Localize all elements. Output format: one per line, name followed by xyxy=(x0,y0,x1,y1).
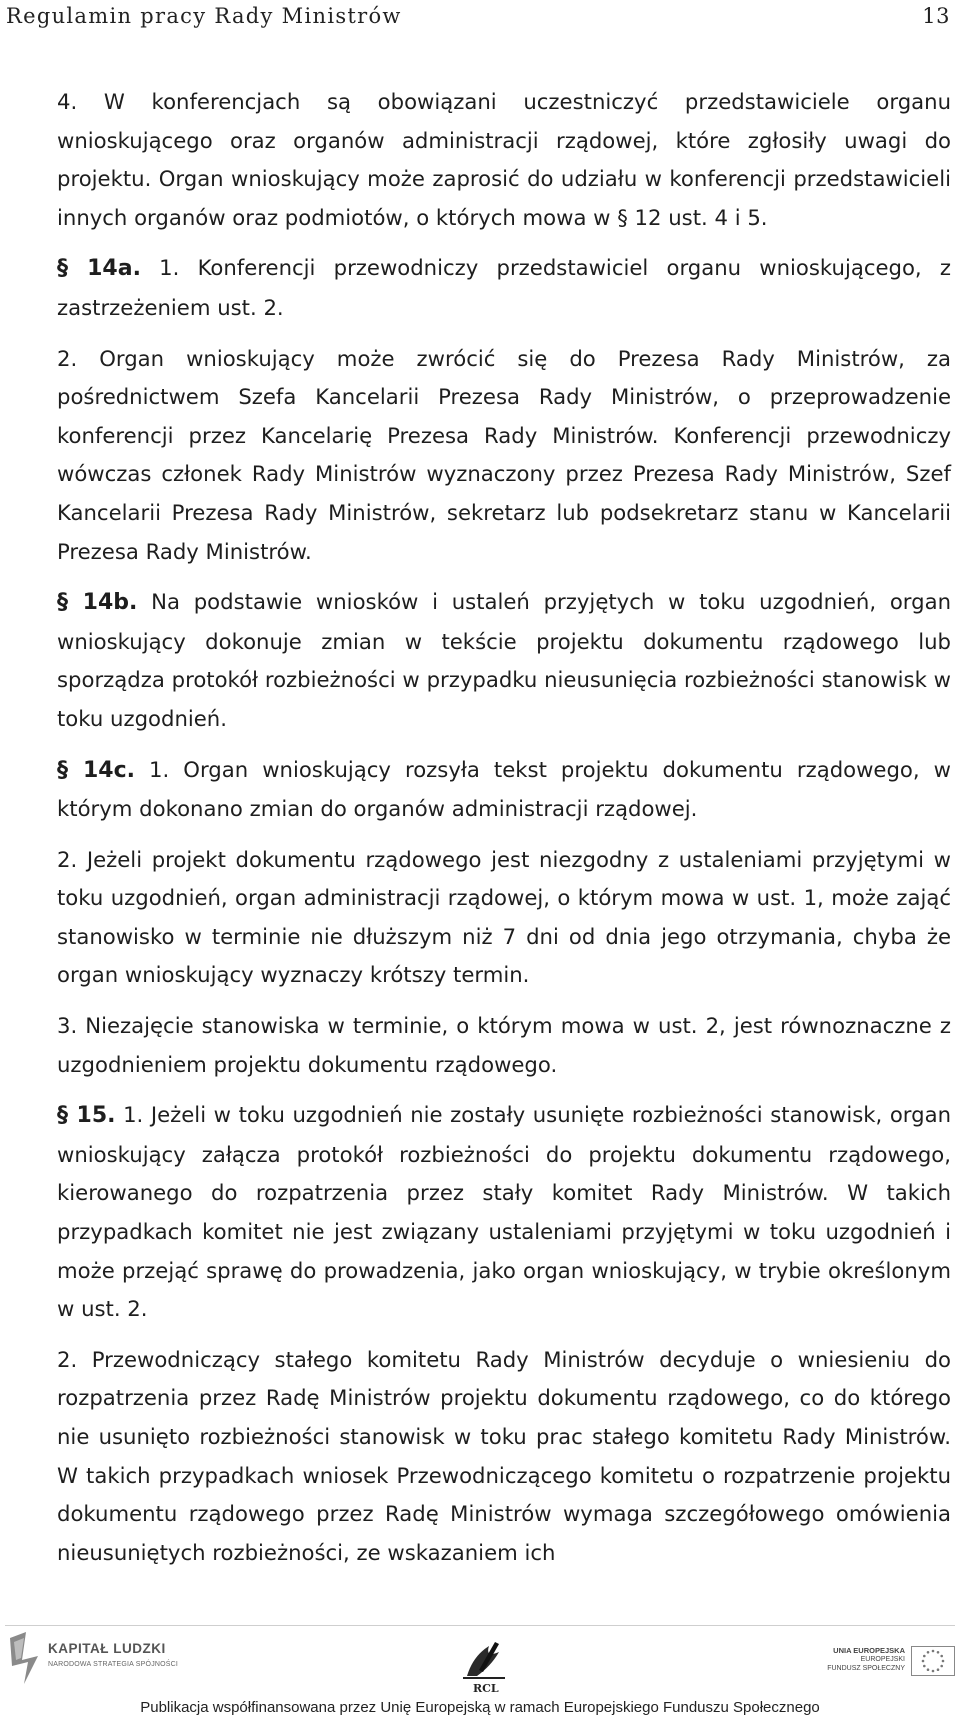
section-15 xyxy=(7,1096,951,1329)
section-text: 1. Konferencji przewodniczy przedstawiciel organu wnioskującego, z zastrzeżeniem ust. 2. xyxy=(57,255,951,320)
kapital-ludzki-logo xyxy=(4,1630,204,1692)
section-text: 1. Jeżeli w toku uzgodnień nie zostały usunięte rozbieżności stanowisk, organ wnioskujący załącza protokół rozbieżności do projektu dokumentu rządowego, kierowanego do rozpatrzenia przez stały komitet Rady Ministrów. W takich przypadkach komitet nie jest związany ustaleniami przyjętymi w toku uzgodnień i może przejąć sprawę do prowadzenia, jako organ wnioskujący, w trybie określonym w ust. 2. xyxy=(57,1102,951,1322)
section-number: § 15. xyxy=(57,1103,116,1129)
paragraph-konferencje-ust4: 4. W konferencjach są obowiązani uczestniczyć przedstawiciele organu wnioskującego oraz organów administracji rządowej, które zgłosiły uwagi do projektu. Organ wnioskujący może zaprosić do udziału w konferencji przedstawicieli innych organów oraz podmiotów, o których mowa w § 12 ust. 4 i 5. xyxy=(57,89,951,230)
eu-line-2: EUROPEJSKI xyxy=(860,1656,905,1663)
running-header xyxy=(6,4,954,34)
section-text: 1. Organ wnioskujący rozsyła tekst projektu dokumentu rządowego, w którym dokonano zmian do organów administracji rządowej. xyxy=(57,756,951,822)
eu-line-1: UNIA EUROPEJSKA xyxy=(833,1646,905,1655)
header-title: Regulamin pracy Rady Ministrów xyxy=(6,4,402,28)
logo-kl-title: KAPITAŁ LUDZKI xyxy=(48,1641,166,1656)
kapital-ludzki-emblem-icon xyxy=(4,1630,44,1686)
rcl-emblem-icon xyxy=(455,1636,515,1682)
rcl-label: RCL xyxy=(473,1682,499,1695)
rcl-logo xyxy=(455,1636,515,1700)
page-number: 13 xyxy=(922,4,950,28)
section-number: § 14a. xyxy=(57,256,141,282)
paragraph-14a-ust2: 2. Organ wnioskujący może zwrócić się do Prezesa Rady Ministrów, za pośrednictwem Szefa Kancelarii Prezesa Rady Ministrów, o przeprowadzenie konferencji przez Kancelarię Prezesa Rady Ministrów. Konferencji przewodniczy wówczas członek Rady Ministrów wyznaczony przez Prezesa Rady Ministrów, Szef Kancelarii Prezesa Rady Ministrów, sekretarz lub podsekretarz stanu w Kancelarii Prezesa Rady Ministrów. xyxy=(57,345,951,564)
footer-note: Publikacja współfinansowana przez Unię Europejską w ramach Europejskiego Funduszu Społecznego xyxy=(140,1699,820,1716)
section-text: Na podstawie wniosków i ustaleń przyjętych w toku uzgodnień, organ wnioskujący dokonuje zmian w tekście projektu dokumentu rządowego lub sporządza protokół rozbieżności w przypadku nieusunięcia rozbieżności stanowisk w toku uzgodnień. xyxy=(57,589,951,731)
eu-flag-icon xyxy=(911,1646,955,1676)
section-14b xyxy=(7,583,951,738)
section-14c xyxy=(7,751,951,829)
eu-logo xyxy=(770,1646,955,1696)
paragraph-14c-ust3: 3. Niezajęcie stanowiska w terminie, o którym mowa w ust. 2, jest równoznaczne z uzgodnieniem projektu dokumentu rządowego. xyxy=(57,1013,951,1077)
section-14a xyxy=(7,249,951,327)
eu-line-3: FUNDUSZ SPOŁECZNY xyxy=(827,1665,905,1672)
footer-divider xyxy=(5,1625,955,1626)
paragraph-15-ust2: 2. Przewodniczący stałego komitetu Rady Ministrów decyduje o wniesieniu do rozpatrzenia przez Radę Ministrów projektu dokumentu rządowego, co do którego nie usunięto rozbieżności stanowisk w toku prac stałego komitetu Rady Ministrów. W takich przypadkach wniosek Przewodniczącego komitetu o rozpatrzenie projektu dokumentu rządowego przez Radę Ministrów wymaga szczegółowego omówienia nieusuniętych rozbieżności, ze wskazaniem ich xyxy=(57,1346,951,1565)
logo-kl-subtitle: NARODOWA STRATEGIA SPÓJNOŚCI xyxy=(48,1661,179,1668)
eu-logo-text xyxy=(827,1646,905,1673)
document-body xyxy=(7,83,951,1572)
paragraph-14c-ust2: 2. Jeżeli projekt dokumentu rządowego jest niezgodny z ustaleniami przyjętymi w toku uzgodnień, organ administracji rządowej, o którym mowa w ust. 1, może zająć stanowisko w terminie nie dłuższym niż 7 dni od dnia jego otrzymania, chyba że organ wnioskujący wyznaczy krótszy termin. xyxy=(57,846,951,988)
section-number: § 14b. xyxy=(57,590,138,616)
section-number: § 14c. xyxy=(57,757,135,783)
